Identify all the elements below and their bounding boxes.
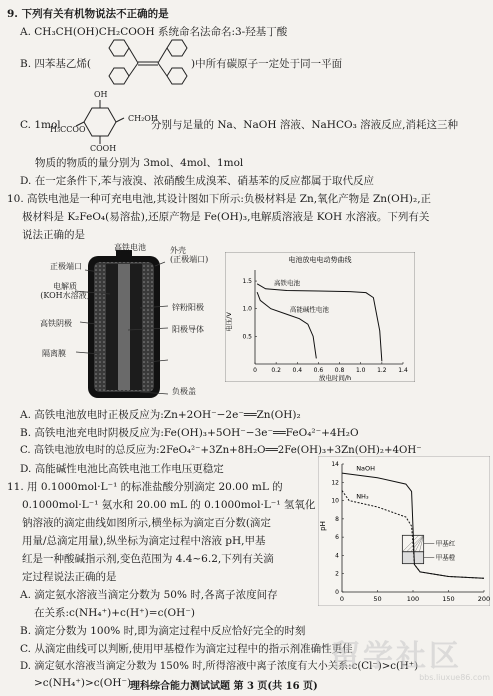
battery-separator-label: 隔离膜: [42, 349, 66, 358]
q9-c-ch2oh-label: CH₂OH: [128, 114, 158, 123]
titration-y-tick-label: 4: [335, 552, 339, 560]
discharge-chart-ylabel: 电压/V: [225, 312, 233, 332]
discharge-series-line: [257, 284, 382, 361]
battery-electrolyte-label: 电解质 (KOH水溶液): [40, 282, 90, 301]
titration-y-tick-label: 2: [335, 570, 339, 578]
titration-band-label: 甲基红: [435, 539, 456, 548]
battery-shell-label: 外壳 (正极端口): [170, 246, 209, 265]
q10-stem-line-1: 10. 高铁电池是一种可充电电池,其设计图如下所示:负极材料是 Zn,氧化产物是 Zn(OH)₂,正: [7, 193, 432, 205]
discharge-series-label: 高能碱性电池: [289, 305, 329, 314]
q11-option-d: D. 滴定氨水溶液当滴定分数为 150% 时,所得溶液中离子浓度有大小关系:c(Cl⁻)>c(H⁺): [20, 661, 419, 672]
q11-stem-line-4: 用量/总滴定用量),纵坐标为滴定过程中溶液 pH,甲基: [22, 535, 266, 547]
titration-x-tick-label: 50: [373, 595, 382, 603]
discharge-x-tick-label: 1.2: [377, 367, 387, 374]
battery-title-label: 高铁电池: [114, 243, 146, 252]
q11-option-a-line-2: 在关系:c(NH₄⁺)+c(H⁺)=c(OH⁻): [34, 607, 195, 619]
titration-y-tick-label: 8: [335, 515, 339, 523]
q11-stem-line-3: 钠溶液的滴定曲线如图所示,横坐标为滴定百分数(滴定: [22, 517, 271, 529]
q10-option-b: B. 高铁电池充电时阴极反应为:Fe(OH)₃+5OH⁻−3e⁻══FeO₄²⁻+4H₂O: [20, 427, 359, 439]
watermark-sub-text: bbs.liuxue86.com: [419, 673, 490, 682]
titration-y-tick-label: 12: [331, 479, 339, 487]
q9-option-b-suffix: )中所有碳原子一定处于同一平面: [191, 58, 343, 70]
discharge-x-tick-label: 0.6: [313, 367, 324, 374]
q9-c-oh-label: OH: [94, 90, 108, 99]
battery-iron-cathode-label: 高铁阴极: [40, 319, 72, 328]
q9-c-cooh-label: COOH: [90, 144, 117, 153]
watermark-main-text: 留学社区: [330, 639, 462, 674]
discharge-x-tick-label: 0.8: [334, 367, 345, 374]
q10-option-a: A. 高铁电池放电时正极反应为:Zn+2OH⁻−2e⁻══Zn(OH)₂: [20, 409, 301, 421]
battery-neg-terminal-label: 负极盖: [172, 387, 196, 396]
titration-y-tick-label: 6: [335, 534, 339, 542]
titration-x-tick-label: 150: [442, 595, 455, 603]
q11-stem-line-2: 0.1000mol·L⁻¹ 氨水和 20.00 mL 的 0.1000mol·L⁻¹ 氢氧化: [22, 499, 316, 511]
q9-stem: 9. 下列有关有机物说法不正确的是: [7, 8, 169, 20]
q11-stem-line-6: 定过程说法正确的是: [22, 571, 117, 583]
discharge-series-line: [257, 292, 316, 358]
discharge-y-tick-label: 1.5: [242, 278, 252, 286]
discharge-x-tick-label: 0: [253, 367, 257, 374]
q11-option-c: C. 从滴定曲线可以判断,使用甲基橙作为滴定过程中的指示剂准确性更佳: [20, 643, 353, 655]
discharge-x-tick-label: 0.4: [292, 367, 303, 374]
page-footer: 理科综合能力测试试题 第 3 页(共 16 页): [130, 681, 318, 692]
q9-c-ester-label: H₃CCOO: [50, 125, 86, 134]
discharge-x-tick-label: 1.0: [355, 367, 366, 374]
q11-option-d-cont: >c(NH₄⁺)>c(OH⁻): [34, 677, 132, 689]
q10-stem-line-2: 极材料是 K₂FeO₄(易溶盐),还原产物是 Fe(OH)₃,电解质溶液是 KOH 水溶液。下列有关: [22, 211, 430, 223]
q9-option-d: D. 在一定条件下,苯与液溴、浓硝酸生成溴苯、硝基苯的反应都属于取代反应: [20, 175, 375, 187]
titration-indicator-band: [402, 552, 423, 564]
discharge-chart-title: 电池放电电动势曲线: [288, 256, 352, 264]
titration-band-label: 甲基橙: [435, 553, 456, 562]
q11-option-a-line-1: A. 滴定氨水溶液当滴定分数为 50% 时,各离子浓度间存: [20, 589, 278, 601]
discharge-y-tick-label: 1.0: [242, 305, 252, 313]
titration-series-label: NH₃: [356, 492, 369, 501]
q9-option-a: A. CH₃CH(OH)CH₂COOH 系统命名法命名:3-羟基丁酸: [20, 26, 288, 38]
tetraphenylethylene-structure-drawing: [100, 36, 196, 88]
battery-pos-terminal-label: 正极端口: [50, 262, 82, 271]
q11-stem-line-5: 红是一种酸碱指示剂,变色范围为 4.4~6.2,下列有关滴: [22, 553, 274, 565]
titration-chart-ylabel: pH: [319, 521, 327, 531]
titration-x-tick-label: 100: [406, 595, 420, 603]
q11-stem-line-1: 11. 用 0.1000mol·L⁻¹ 的标准盐酸分别滴定 20.00 mL 的: [7, 481, 283, 493]
titration-x-tick-label: 0: [339, 595, 345, 603]
q9-option-c-cont: 物质的物质的量分别为 3mol、4mol、1mol: [35, 157, 244, 169]
titration-y-tick-label: 0: [335, 589, 339, 596]
titration-y-tick-label: 14: [331, 461, 339, 468]
q9-option-c-prefix: C. 1mol: [20, 119, 61, 131]
q10-option-c: C. 高铁电池放电时的总反应为:2FeO₄²⁻+3Zn+8H₂O══2Fe(OH)₃+3Zn(OH)₂+4OH⁻: [20, 445, 422, 456]
titration-y-tick-label: 10: [331, 497, 339, 505]
discharge-x-tick-label: 1.4: [398, 367, 408, 374]
q10-option-d: D. 高能碱性电池比高铁电池工作电压更稳定: [20, 463, 224, 475]
q10-stem-line-3: 说法正确的是: [22, 229, 85, 241]
titration-x-tick-label: 200: [477, 595, 490, 603]
discharge-y-tick-label: 0.5: [242, 333, 252, 341]
titration-curve-chart: [318, 456, 490, 606]
battery-anode-collector-label: 阳极导体: [172, 325, 204, 334]
discharge-chart-xlabel: 放电时间/h: [318, 374, 352, 382]
discharge-curve-chart: [225, 252, 415, 382]
q9-option-c: 分别与足量的 Na、NaOH 溶液、NaHCO₃ 溶液反应,消耗这三种: [151, 119, 458, 131]
q11-option-b: B. 滴定分数为 100% 时,即为滴定过程中反应恰好完全的时刻: [20, 625, 306, 637]
q9-option-b-prefix: B. 四苯基乙烯(: [20, 58, 91, 70]
discharge-x-tick-label: 0.2: [271, 367, 281, 374]
discharge-series-label: 高铁电池: [274, 278, 301, 287]
battery-zinc-anode-label: 锌粉阳极: [172, 303, 204, 312]
titration-series-label: NaOH: [356, 464, 376, 473]
